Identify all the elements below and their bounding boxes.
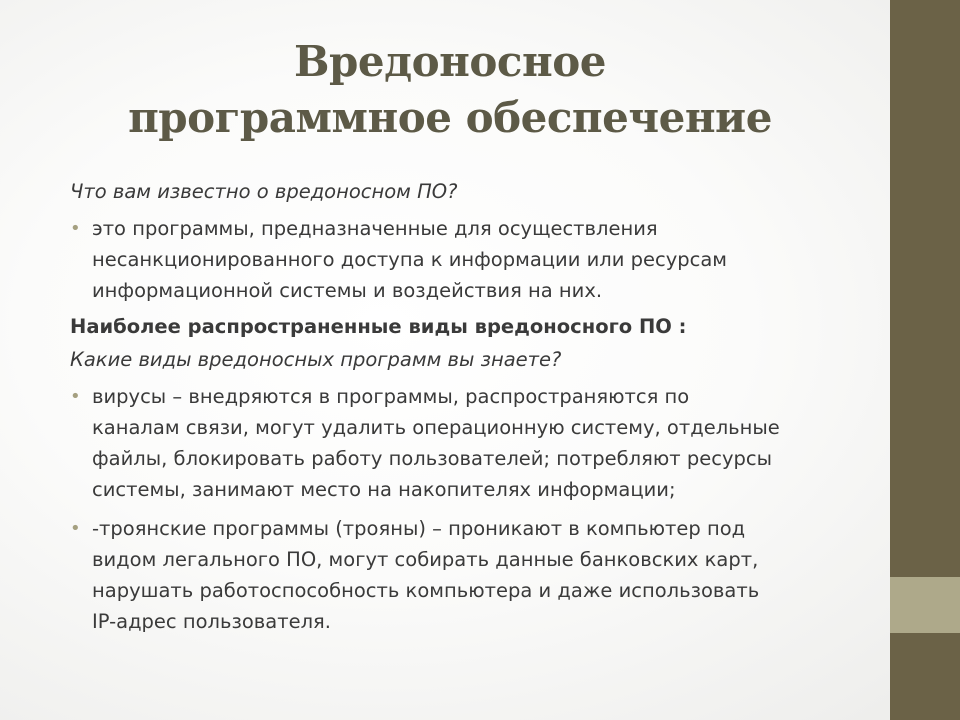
bullet-line: несанкционированного доступа к информации или ресурсам	[92, 248, 727, 271]
bullet-line: каналам связи, могут удалить операционную систему, отдельные	[92, 416, 780, 439]
bullet-line: видом легального ПО, могут собирать данные банковских карт,	[92, 548, 759, 571]
bullet-icon: •	[70, 218, 81, 239]
bullet-line: информационной системы и воздействия на них.	[92, 279, 603, 302]
title-line-1: Вредоносное	[294, 37, 606, 86]
bullet-icon: •	[70, 518, 81, 539]
bullet-item-viruses	[70, 381, 860, 505]
section-heading: Наиболее распространенные виды вредоносного ПО :	[70, 315, 687, 338]
bullet-icon: •	[70, 386, 81, 407]
bullet-item-trojans	[70, 513, 860, 637]
question-known: Что вам известно о вредоносном ПО?	[70, 180, 458, 203]
slide-title	[70, 34, 830, 146]
slide-content	[70, 176, 860, 637]
bullet-line: системы, занимают место на накопителях информации;	[92, 478, 676, 501]
bullet-line: IP-адрес пользователя.	[92, 610, 331, 633]
side-accent-block	[890, 577, 960, 633]
bullet-line: вирусы – внедряются в программы, распространяются по	[92, 385, 690, 408]
bullet-item-definition	[70, 213, 860, 306]
bullet-line: -троянские программы (трояны) – проникают в компьютер под	[92, 517, 746, 540]
bullet-line: нарушать работоспособность компьютера и даже использовать	[92, 579, 760, 602]
title-line-2: программное обеспечение	[128, 93, 772, 142]
bullet-line: это программы, предназначенные для осуществления	[92, 217, 658, 240]
bullet-line: файлы, блокировать работу пользователей; потребляют ресурсы	[92, 447, 772, 470]
question-types: Какие виды вредоносных программ вы знаете?	[70, 348, 562, 371]
